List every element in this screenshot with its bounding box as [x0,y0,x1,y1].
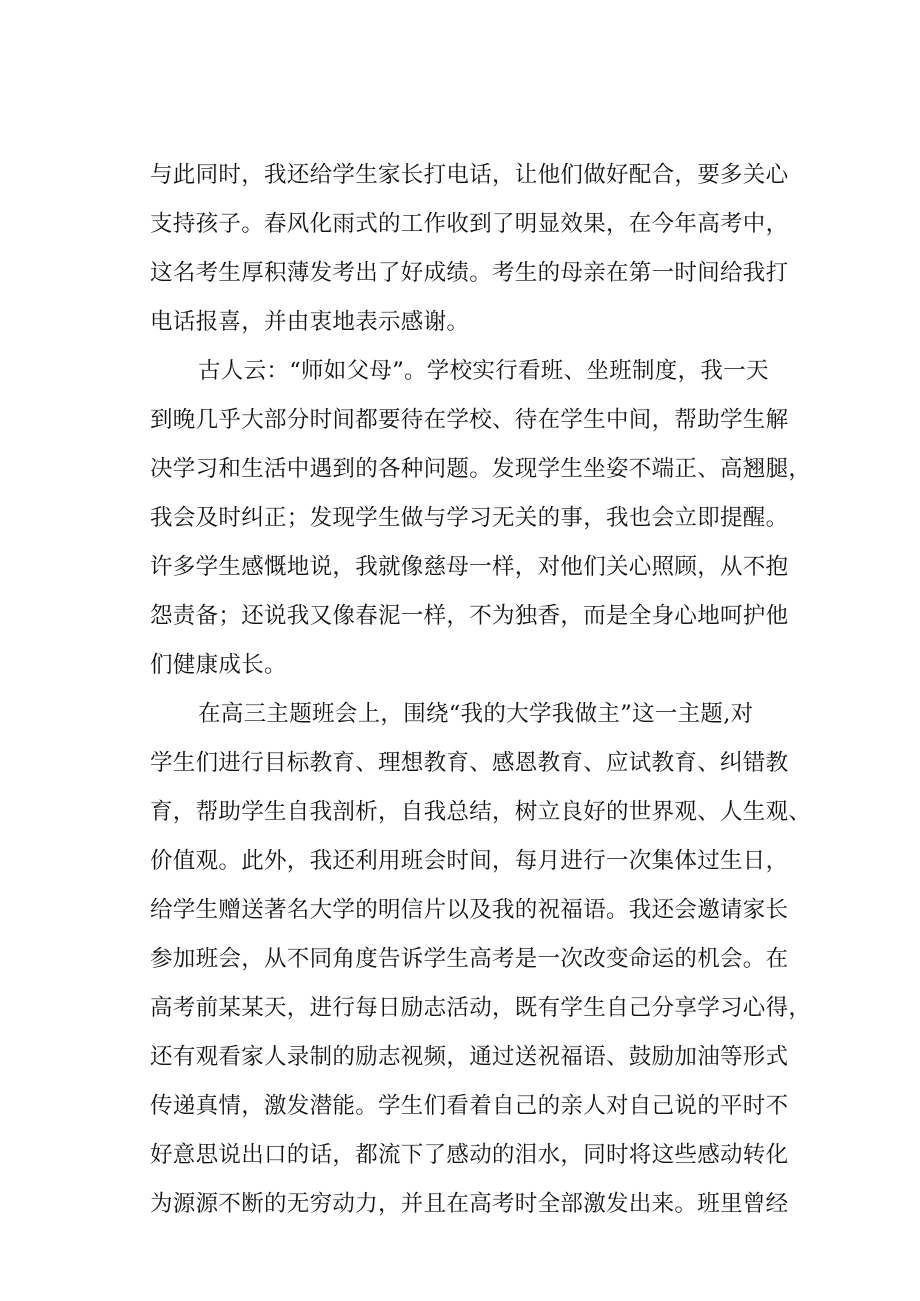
paragraph-3-line-5: 给学生赠送著名大学的明信片以及我的祝福语。我还会邀请家长 [150,897,789,923]
paragraph-1-line-3: 这名考生厚积薄发考出了好成绩。考生的母亲在第一时间给我打 [150,260,789,286]
paragraph-3-line-7: 高考前某某天，进行每日励志活动，既有学生自己分享学习心得， [150,995,812,1021]
paragraph-2-line-4: 我会及时纠正；发现学生做与学习无关的事，我也会立即提醒。 [150,505,789,531]
paragraph-3 [150,690,812,1229]
paragraph-2-line-6: 怨责备；还说我又像春泥一样，不为独香，而是全身心地呵护他 [150,603,789,629]
paragraph-1 [150,151,800,347]
document-body [150,151,812,1229]
paragraph-3-line-4: 价值观。此外，我还利用班会时间，每月进行一次集体过生日， [150,848,789,874]
paragraph-1-line-4: 电话报喜，并由衷地表示感谢。 [150,309,470,335]
paragraph-1-line-2: 支持孩子。春风化雨式的工作收到了明显效果，在今年高考中， [150,211,789,237]
paragraph-3-line-8: 还有观看家人录制的励志视频，通过送祝福语、鼓励加油等形式 [150,1044,789,1070]
paragraph-3-line-10: 好意思说出口的话，都流下了感动的泪水，同时将这些感动转化 [150,1142,789,1168]
paragraph-2-line-5: 许多学生感慨地说，我就像慈母一样，对他们关心照顾，从不抱 [150,554,789,580]
paragraph-3-line-6: 参加班会，从不同角度告诉学生高考是一次改变命运的机会。在 [150,946,789,972]
paragraph-2-line-7: 们健康成长。 [150,652,287,678]
paragraph-2-line-2: 到晚几乎大部分时间都要待在学校、待在学生中间，帮助学生解 [150,407,789,433]
paragraph-3-line-1: 在高三主题班会上，围绕“我的大学我做主”这一主题,对 [198,701,754,727]
paragraph-1-line-1: 与此同时，我还给学生家长打电话，让他们做好配合，要多关心 [150,162,789,188]
paragraph-3-line-2: 学生们进行目标教育、理想教育、感恩教育、应试教育、纠错教 [150,750,789,776]
paragraph-2-line-3: 决学习和生活中遇到的各种问题。发现学生坐姿不端正、高翘腿， [150,456,812,482]
paragraph-3-line-11: 为源源不断的无穷动力，并且在高考时全部激发出来。班里曾经 [150,1191,789,1217]
paragraph-2-line-1: 古人云：“师如父母”。学校实行看班、坐班制度，我一天 [198,358,769,384]
paragraph-2 [150,347,812,690]
paragraph-3-line-9: 传递真情，激发潜能。学生们看着自己的亲人对自己说的平时不 [150,1093,789,1119]
paragraph-3-line-3: 育，帮助学生自我剖析，自我总结，树立良好的世界观、人生观、 [150,799,812,825]
